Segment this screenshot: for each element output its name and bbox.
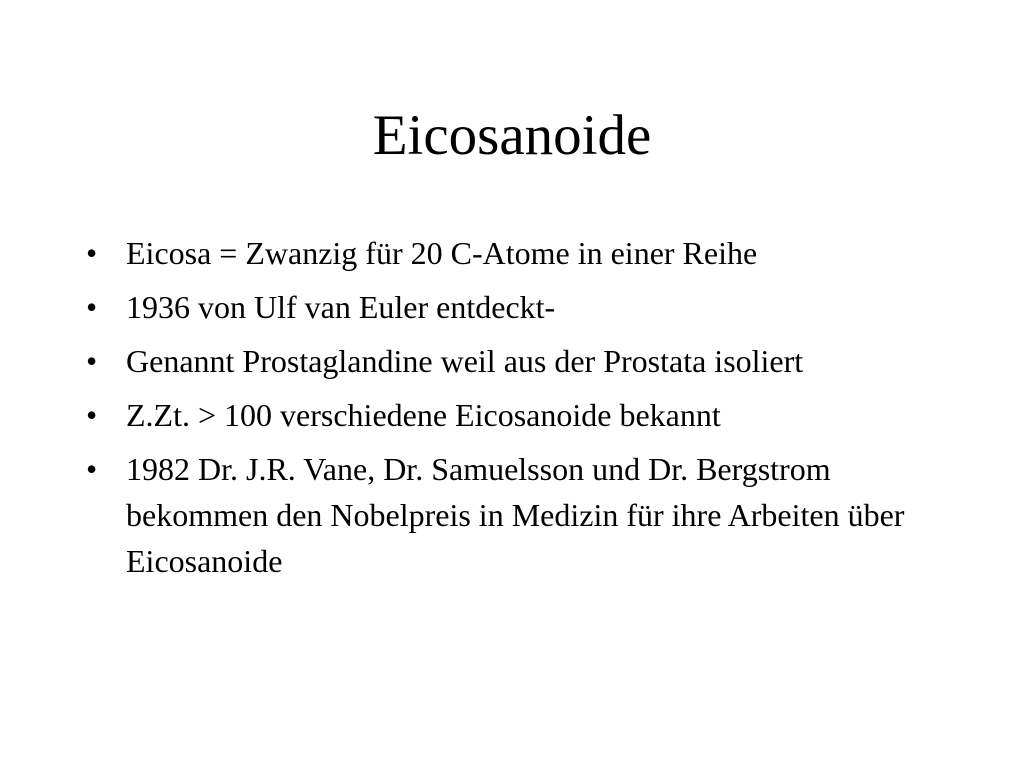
bullet-dot-icon: •	[86, 343, 98, 379]
bullet-text: Genannt Prostaglandine weil aus der Prostata isoliert	[126, 343, 804, 379]
bullet-item	[86, 284, 946, 330]
bullet-list	[86, 230, 946, 592]
bullet-item	[86, 392, 946, 438]
bullet-dot-icon: •	[86, 289, 98, 325]
bullet-item	[86, 446, 946, 584]
bullet-dot-icon: •	[86, 235, 98, 271]
bullet-dot-icon: •	[86, 397, 98, 433]
bullet-item	[86, 230, 946, 276]
slide-title: Eicosanoide	[372, 104, 652, 167]
bullet-dot-icon: •	[86, 451, 98, 487]
bullet-text: Z.Zt. > 100 verschiedene Eicosanoide bekannt	[126, 397, 721, 433]
bullet-text: 1936 von Ulf van Euler entdeckt-	[126, 289, 556, 325]
bullet-item	[86, 338, 946, 384]
bullet-text: Eicosa = Zwanzig für 20 C-Atome in einer Reihe	[126, 235, 758, 271]
bullet-text: 1982 Dr. J.R. Vane, Dr. Samuelsson und Dr. Bergstrom bekommen den Nobelpreis in Medizin für ihre Arbeiten über Eicosanoide	[126, 451, 905, 579]
